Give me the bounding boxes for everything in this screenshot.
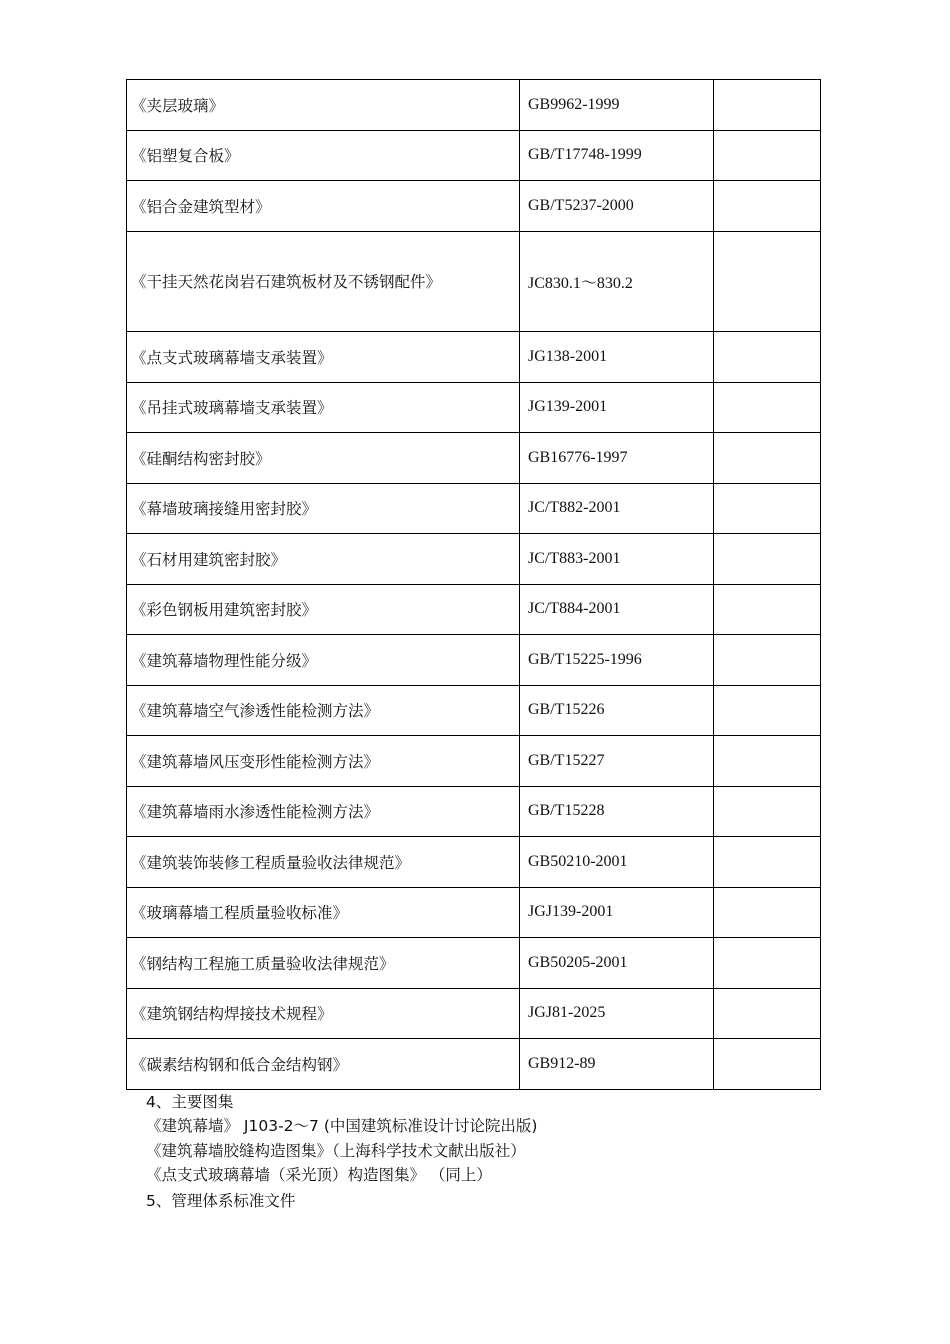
standard-name-cell: 《建筑钢结构焊接技术规程》 — [127, 988, 520, 1039]
standard-name-cell: 《钢结构工程施工质量验收法律规范》 — [127, 938, 520, 989]
standard-name-cell: 《建筑幕墙空气渗透性能检测方法》 — [127, 685, 520, 736]
standard-name-cell: 《建筑幕墙雨水渗透性能检测方法》 — [127, 786, 520, 837]
table-row — [127, 130, 821, 181]
note-cell — [714, 938, 821, 989]
table-row — [127, 181, 821, 232]
standards-table-body — [127, 80, 821, 1090]
atlas-item: 《点支式玻璃幕墙（采光顶）构造图集》 （同上） — [146, 1166, 492, 1184]
atlas-item: 《建筑幕墙胶缝构造图集》（上海科学技术文献出版社） — [146, 1141, 526, 1160]
note-cell — [714, 231, 821, 332]
table-row — [127, 837, 821, 888]
standard-name-cell: 《石材用建筑密封胶》 — [127, 534, 520, 585]
standard-name-cell: 《碳素结构钢和低合金结构钢》 — [127, 1039, 520, 1090]
note-cell — [714, 786, 821, 837]
standard-code-cell: GB912-89 — [520, 1039, 714, 1090]
table-row — [127, 534, 821, 585]
standard-name-cell: 《建筑幕墙风压变形性能检测方法》 — [127, 736, 520, 787]
standard-code-cell: GB/T15226 — [520, 685, 714, 736]
standard-name-cell: 《玻璃幕墙工程质量验收标准》 — [127, 887, 520, 938]
note-cell — [714, 382, 821, 433]
standards-table — [126, 79, 821, 1090]
standard-code-cell: JC/T883-2001 — [520, 534, 714, 585]
standard-name-cell: 《建筑幕墙物理性能分级》 — [127, 635, 520, 686]
standard-code-cell: GB50210-2001 — [520, 837, 714, 888]
table-row — [127, 332, 821, 383]
note-cell — [714, 837, 821, 888]
note-cell — [714, 130, 821, 181]
note-cell — [714, 736, 821, 787]
atlas-list — [146, 1114, 537, 1188]
table-row — [127, 483, 821, 534]
table-row — [127, 635, 821, 686]
standard-code-cell: JGJ81-2025 — [520, 988, 714, 1039]
standard-code-cell: GB/T15225-1996 — [520, 635, 714, 686]
note-cell — [714, 433, 821, 484]
standard-code-cell: GB/T5237-2000 — [520, 181, 714, 232]
standard-code-cell: GB/T15228 — [520, 786, 714, 837]
standard-code-cell: JG138-2001 — [520, 332, 714, 383]
standard-code-cell: JG139-2001 — [520, 382, 714, 433]
note-cell — [714, 1039, 821, 1090]
note-cell — [714, 332, 821, 383]
standard-code-cell: GB/T17748-1999 — [520, 130, 714, 181]
standard-name-cell: 《硅酮结构密封胶》 — [127, 433, 520, 484]
table-row — [127, 382, 821, 433]
standard-code-cell: JC830.1～830.2 — [520, 231, 714, 332]
atlas-item: 《建筑幕墙》 J103-2～7 (中国建筑标准设计讨论院出版) — [146, 1117, 538, 1135]
standard-name-cell: 《干挂天然花岗岩石建筑板材及不锈钢配件》 — [127, 231, 520, 332]
table-row — [127, 433, 821, 484]
table-row — [127, 231, 821, 332]
standard-code-cell: JGJ139-2001 — [520, 887, 714, 938]
standard-name-cell: 《铝合金建筑型材》 — [127, 181, 520, 232]
section-4-heading: 4、主要图集 — [146, 1093, 234, 1111]
standard-code-cell: GB/T15227 — [520, 736, 714, 787]
standard-name-cell: 《彩色钢板用建筑密封胶》 — [127, 584, 520, 635]
note-cell — [714, 887, 821, 938]
note-cell — [714, 635, 821, 686]
section-5-heading: 5、管理体系标准文件 — [146, 1192, 296, 1210]
standard-name-cell: 《点支式玻璃幕墙支承装置》 — [127, 332, 520, 383]
standard-code-cell: GB50205-2001 — [520, 938, 714, 989]
table-row — [127, 938, 821, 989]
standard-name-cell: 《幕墙玻璃接缝用密封胶》 — [127, 483, 520, 534]
note-cell — [714, 80, 821, 131]
table-row — [127, 786, 821, 837]
standard-code-cell: JC/T882-2001 — [520, 483, 714, 534]
table-row — [127, 988, 821, 1039]
note-cell — [714, 584, 821, 635]
standard-code-cell: GB9962-1999 — [520, 80, 714, 131]
note-cell — [714, 685, 821, 736]
note-cell — [714, 988, 821, 1039]
table-row — [127, 1039, 821, 1090]
standard-name-cell: 《建筑装饰装修工程质量验收法律规范》 — [127, 837, 520, 888]
standard-name-cell: 《吊挂式玻璃幕墙支承装置》 — [127, 382, 520, 433]
table-row — [127, 685, 821, 736]
standard-code-cell: GB16776-1997 — [520, 433, 714, 484]
standard-code-cell: JC/T884-2001 — [520, 584, 714, 635]
note-cell — [714, 483, 821, 534]
note-cell — [714, 534, 821, 585]
standard-name-cell: 《夹层玻璃》 — [127, 80, 520, 131]
standard-name-cell: 《铝塑复合板》 — [127, 130, 520, 181]
note-cell — [714, 181, 821, 232]
table-row — [127, 584, 821, 635]
table-row — [127, 80, 821, 131]
table-row — [127, 736, 821, 787]
table-row — [127, 887, 821, 938]
